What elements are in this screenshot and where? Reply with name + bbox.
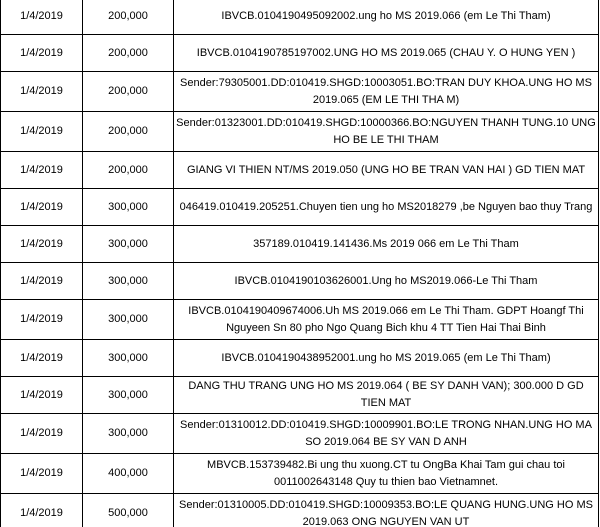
description-cell[interactable]: 046419.010419.205251.Chuyen tien ung ho MS2018279 ,be Nguyen bao thuy Trang	[174, 189, 599, 226]
table-row	[1, 189, 599, 226]
table-row	[1, 377, 599, 414]
date-cell[interactable]: 1/4/2019	[1, 263, 83, 300]
description-cell[interactable]: IBVCB.0104190103626001.Ung ho MS2019.066-Le Thi Tham	[174, 263, 599, 300]
date-cell[interactable]: 1/4/2019	[1, 152, 83, 189]
date-cell[interactable]: 1/4/2019	[1, 300, 83, 340]
table-row	[1, 152, 599, 189]
description-cell[interactable]: Sender:01310012.DD:010419.SHGD:10009901.BO:LE TRONG NHAN.UNG HO MA SO 2019.064 BE SY VAN D ANH	[174, 414, 599, 454]
date-cell[interactable]: 1/4/2019	[1, 414, 83, 454]
transactions-table-body	[1, 0, 599, 527]
amount-cell[interactable]: 300,000	[83, 414, 174, 454]
amount-cell[interactable]: 200,000	[83, 72, 174, 112]
date-cell[interactable]: 1/4/2019	[1, 0, 83, 35]
date-cell[interactable]: 1/4/2019	[1, 35, 83, 72]
table-row	[1, 494, 599, 527]
amount-cell[interactable]: 300,000	[83, 340, 174, 377]
description-cell[interactable]: IBVCB.0104190785197002.UNG HO MS 2019.065 (CHAU Y. O HUNG YEN )	[174, 35, 599, 72]
date-cell[interactable]: 1/4/2019	[1, 189, 83, 226]
table-row	[1, 454, 599, 494]
date-cell[interactable]: 1/4/2019	[1, 340, 83, 377]
description-cell[interactable]: DANG THU TRANG UNG HO MS 2019.064 ( BE SY DANH VAN); 300.000 D GD TIEN MAT	[174, 377, 599, 414]
description-cell[interactable]: IBVCB.0104190409674006.Uh MS 2019.066 em Le Thi Tham. GDPT Hoangf Thi Nguyeen Sn 80 pho Ngo Quang Bich khu 4 TT Tien Hai Thai Binh	[174, 300, 599, 340]
table-row	[1, 263, 599, 300]
amount-cell[interactable]: 300,000	[83, 226, 174, 263]
date-cell[interactable]: 1/4/2019	[1, 494, 83, 527]
amount-cell[interactable]: 300,000	[83, 300, 174, 340]
date-cell[interactable]: 1/4/2019	[1, 377, 83, 414]
description-cell[interactable]: Sender:01310005.DD:010419.SHGD:10009353.BO:LE QUANG HUNG.UNG HO MS 2019.063 ONG NGUYEN VAN UT	[174, 494, 599, 527]
amount-cell[interactable]: 200,000	[83, 112, 174, 152]
date-cell[interactable]: 1/4/2019	[1, 454, 83, 494]
table-row	[1, 35, 599, 72]
amount-cell[interactable]: 300,000	[83, 263, 174, 300]
amount-cell[interactable]: 500,000	[83, 494, 174, 527]
table-row	[1, 414, 599, 454]
description-cell[interactable]: IBVCB.0104190495092002.ung ho MS 2019.066 (em Le Thi Tham)	[174, 0, 599, 35]
description-cell[interactable]: 357189.010419.141436.Ms 2019 066 em Le Thi Tham	[174, 226, 599, 263]
date-cell[interactable]: 1/4/2019	[1, 112, 83, 152]
amount-cell[interactable]: 400,000	[83, 454, 174, 494]
date-cell[interactable]: 1/4/2019	[1, 226, 83, 263]
description-cell[interactable]: MBVCB.153739482.Bi ung thu xuong.CT tu OngBa Khai Tam gui chau toi 0011002643148 Quy tu thien bao Vietnamnet.	[174, 454, 599, 494]
table-row	[1, 0, 599, 35]
table-row	[1, 72, 599, 112]
date-cell[interactable]: 1/4/2019	[1, 72, 83, 112]
table-row	[1, 300, 599, 340]
amount-cell[interactable]: 200,000	[83, 152, 174, 189]
amount-cell[interactable]: 300,000	[83, 189, 174, 226]
table-row	[1, 226, 599, 263]
amount-cell[interactable]: 300,000	[83, 377, 174, 414]
description-cell[interactable]: IBVCB.0104190438952001.ung ho MS 2019.065 (em Le Thi Tham)	[174, 340, 599, 377]
description-cell[interactable]: GIANG VI THIEN NT/MS 2019.050 (UNG HO BE TRAN VAN HAI ) GD TIEN MAT	[174, 152, 599, 189]
description-cell[interactable]: Sender:79305001.DD:010419.SHGD:10003051.BO:TRAN DUY KHOA.UNG HO MS 2019.065 (EM LE THI THA M)	[174, 72, 599, 112]
table-row	[1, 340, 599, 377]
amount-cell[interactable]: 200,000	[83, 35, 174, 72]
table-row	[1, 112, 599, 152]
description-cell[interactable]: Sender:01323001.DD:010419.SHGD:10000366.BO:NGUYEN THANH TUNG.10 UNG HO BE LE THI THAM	[174, 112, 599, 152]
amount-cell[interactable]: 200,000	[83, 0, 174, 35]
